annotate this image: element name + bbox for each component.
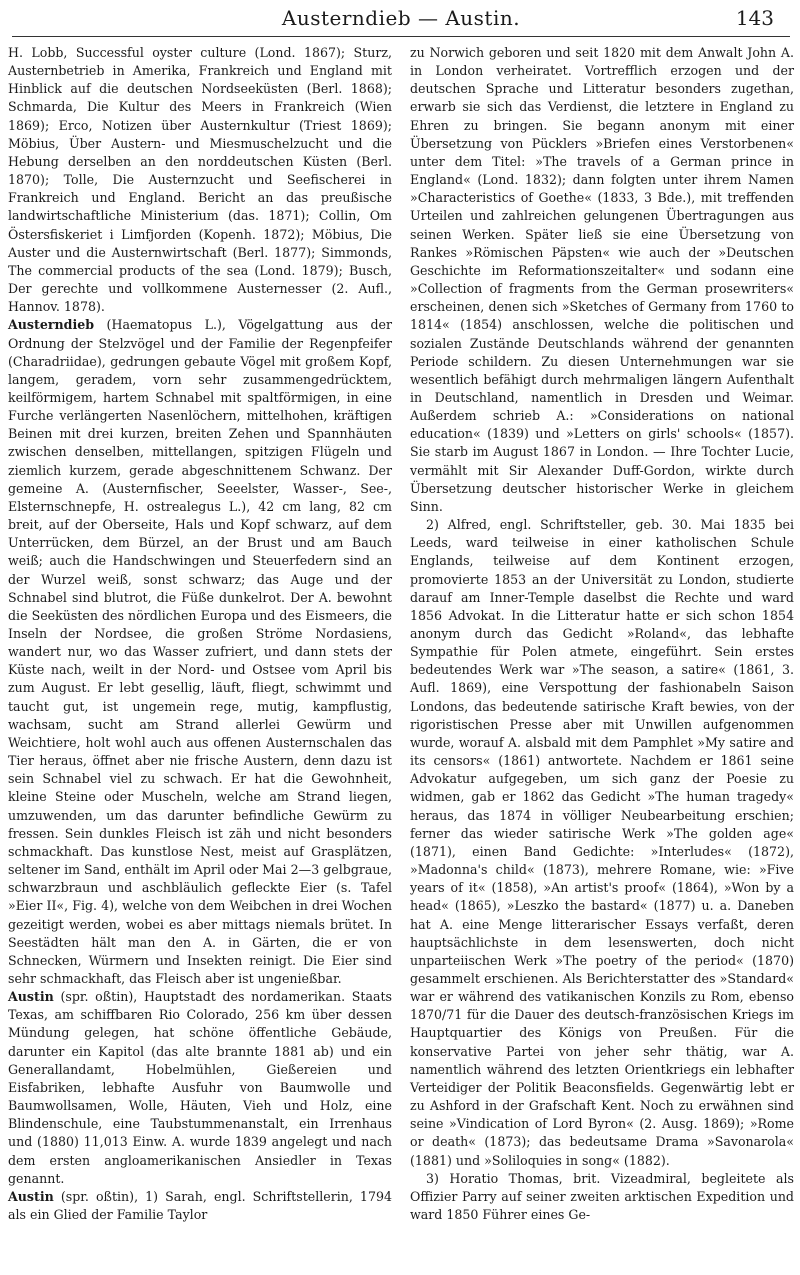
entry-austin-city [8, 988, 392, 1188]
text-columns [8, 44, 794, 1268]
running-title: Austerndieb — Austin. [281, 6, 521, 30]
entry-text-austin-city: (spr. oßtin), Hauptstadt des nordamerikan. Staats Texas, am schiffbaren Rio Colorado, 256 km über dessen Mündung gelegen, hat schöne öffentliche Gebäude, darunter ein Kapitol (das alte brannte 1881 ab) und ein Generallandamt, Hobelmühlen, Gießereien und Eisfabriken, lebhafte Ausfuhr von Baumwolle und Baumwollsamen, Wolle, Häuten, Vieh und Holz, eine Blindenschule, eine Taubstummenanstalt, ein Irrenhaus und (1880) 11,013 Einw. A. wurde 1839 angelegt und nach dem ersten angloamerikanischen Ansiedler in Texas genannt. [8, 989, 392, 1186]
header-rule [12, 36, 790, 37]
lemma-austin-city: Austin [8, 989, 54, 1005]
entry-sarah-austin-cont: zu Norwich geboren und seit 1820 mit dem Anwalt John A. in London verheiratet. Vortrefflich erzogen und der deutschen Sprache und Litteratur besonders zugethan, erwarb sie sich das Verdienst, die letztere in England zu Ehren zu bringen. Sie begann anonym mit einer Übersetzung von Pücklers »Briefen eines Verstorbenen« unter dem Titel: »The travels of a German prince in England« (Lond. 1832); dann folgten unter ihrem Namen »Characteristics of Goethe« (1833, 3 Bde.), mit treffenden Urteilen und zahlreichen gelungenen Übertragungen aus seinen Werken. Später ließ sie eine Übersetzung von Rankes »Römischen Päpsten« wie auch der »Deutschen Geschichte im Reformationszeitalter« und sodann eine »Collection of fragments from the German prosewriters« erscheinen, denen sich »Sketches of Germany from 1760 to 1814« (1854) anschlossen, welche die politischen und sozialen Zustände Deutschlands während der genannten Periode schildern. Zu diesen Unternehmungen war sie wesentlich befähigt durch mehrmaligen längern Aufenthalt in Deutschland, namentlich in Dresden und Weimar. Außerdem schrieb A.: »Considerations on national education« (1839) und »Letters on girls' schools« (1857). Sie starb im August 1867 in London. — Ihre Tochter Lucie, vermählt mit Sir Alexander Duff-Gordon, wirkte durch Übersetzung deutscher historischer Werke in gleichem Sinn. [410, 45, 794, 514]
entry-horatio-austin: 3) Horatio Thomas, brit. Vizeadmiral, begleitete als Offizier Parry auf seiner zweiten arktischen Expedition und ward 1850 Führer eines Ge- [410, 1170, 794, 1222]
page-header [8, 0, 794, 40]
entry-austin-persons [8, 1188, 392, 1224]
entry-alfred-austin: 2) Alfred, engl. Schriftsteller, geb. 30. Mai 1835 bei Leeds, ward teilweise in einer katholischen Schule Englands, teilweise auf dem Kontinent erzogen, promovierte 1853 an der Universität zu London, studierte darauf am Inner-Temple daselbst die Rechte und ward 1856 Advokat. In die Litteratur hatte er sich schon 1854 anonym durch das Gedicht »Roland«, das lebhafte Sympathie für Polen atmete, eingeführt. Sein erstes bedeutendes Werk war »The season, a satire« (1861, 3. Aufl. 1869), eine Verspottung der fashionabeln Saison Londons, das bedeutende satirische Kraft bewies, von der rigoristischen Presse aber mit Unwillen aufgenommen wurde, worauf A. alsbald mit dem Pamphlet »My satire and its censors« (1861) antwortete. Nachdem er 1861 seine Advokatur aufgegeben, um sich ganz der Poesie zu widmen, gab er 1862 das Gedicht »The human tragedy« heraus, das 1874 in völliger Neubearbeitung erschien; ferner das wieder satirische Werk »The golden age« (1871), einen Band Gedichte: »Interludes« (1872), »Madonna's child« (1873), mehrere Romane, wie: »Five years of it« (1858), »An artist's proof« (1864), »Won by a head« (1865), »Leszko the bastard« (1877) u. a. Daneben hat A. eine Menge litterarischer Essays verfaßt, deren hauptsächlichste in dem lesenswerten, doch nicht unparteiischen Werk »The poetry of the period« (1870) gesammelt erschienen. Als Berichterstatter des »Standard« war er während des vatikanischen Konzils zu Rom, ebenso 1870/71 für die Dauer des deutsch-französischen Kriegs im Hauptquartier des Königs von Preußen. Für die konservative Partei von jeher sehr thätig, war A. namentlich während des letzten Orientkriegs ein lebhafter Verteidiger der Politik Beaconsfields. Gegenwärtig lebt er zu Ashford in der Grafschaft Kent. Noch zu erwähnen sind seine »Vindication of Lord Byron« (2. Ausg. 1869); »Rome or death« (1873); das bedeutsame Drama »Savonarola« (1881) und »Soliloquies in song« (1882). [410, 517, 794, 1168]
entry-text-austerndieb: (Haematopus L.), Vögelgattung aus der Ordnung der Stelzvögel und der Familie der Regenpfeifer (Charadriidae), gedrungen gebaute Vögel mit großem Kopf, langem, geradem, vorn sehr zusammengedrücktem, keilförmigem, hartem Schnabel mit spaltförmigen, in eine Furche verlängerten Nasenlöchern, mittelhohen, kräftigen Beinen mit drei kurzen, breiten Zehen und Spannhäuten zwischen denselben, mittellangen, spitzigen Flügeln und ziemlich kurzem, gerade abgeschnittenem Schwanz. Der gemeine A. (Austernfischer, Seeelster, Wasser-, See-, Elsternschnepfe, H. ostrealegus L.), 42 cm lang, 82 cm breit, auf der Oberseite, Hals und Kopf schwarz, auf dem Unterrücken, dem Bürzel, an der Brust und am Bauch weiß; auch die Handschwingen und Steuerfedern sind an der Wurzel weiß, sonst schwarz; das Auge und der Schnabel sind blutrot, die Füße dunkelrot. Der A. bewohnt die Seeküsten des nördlichen Europa und des Eismeers, die Inseln der Nordsee, die großen Ströme Nordasiens, wandert nur, wo das Wasser zufriert, und dann stets der Küste nach, weilt in der Nord- und Ostsee vom April bis zum August. Er lebt gesellig, läuft, fliegt, schwimmt und taucht gut, ist ungemein rege, mutig, kampflustig, wachsam, sucht am Strand allerlei Gewürm und Weichtiere, holt wohl auch aus offenen Austernschalen das Tier heraus, öffnet aber nie frische Austern, denn dazu ist sein Schnabel viel zu schwach. Er hat die Gewohnheit, kleine Steine oder Muscheln, welche am Strand liegen, umzuwenden, um das darunter befindliche Gewürm zu fressen. Sein dunkles Fleisch ist zäh und nicht besonders schmackhaft. Das kunstlose Nest, meist auf Grasplätzen, seltener im Sand, enthält im April oder Mai 2—3 gelbgraue, schwarzbraun und aschbläulich gefleckte Eier (s. Tafel »Eier II«, Fig. 4), welche von dem Weibchen in drei Wochen gezeitigt werden, wobei es aber mittags niemals brütet. In Seestädten hält man den A. in Gärten, die er von Schnecken, Würmern und Insekten reinigt. Die Eier sind sehr schmackhaft, das Fleisch aber ist ungenießbar. [8, 317, 392, 986]
entry-austerndieb [8, 316, 392, 988]
lemma-austin-persons: Austin [8, 1188, 54, 1204]
entry-text-austin-persons: (spr. oßtin), 1) Sarah, engl. Schriftstellerin, 1794 als ein Glied der Familie Taylor [8, 1188, 392, 1222]
bibliography-paragraph: H. Lobb, Successful oyster culture (Lond. 1867); Sturz, Austernbetrieb in Amerika, Frankreich und England mit Hinblick auf die deutschen Nordseeküsten (Berl. 1868); Schmarda, Die Kultur des Meers in Frankreich (Wien 1869); Erco, Notizen über Austernkultur (Triest 1869); Möbius, Über Austern- und Miesmuschelzucht und die Hebung derselben an den norddeutschen Küsten (Berl. 1870); Tolle, Die Austernzucht und Seefischerei in Frankreich und England. Bericht an das preußische landwirtschaftliche Ministerium (das. 1871); Collin, Om Östersfiskeriet i Limfjorden (Kopenh. 1872); Möbius, Die Auster und die Austernwirtschaft (Berl. 1877); Simmonds, The commercial products of the sea (Lond. 1879); Busch, Der gerechte und vollkommene Austernesser (2. Aufl., Hannov. 1878). [8, 45, 392, 315]
lemma-austerndieb: Austerndieb [8, 317, 95, 333]
right-column [410, 44, 794, 1268]
left-column [8, 44, 392, 1268]
page-number: 143 [735, 6, 774, 30]
